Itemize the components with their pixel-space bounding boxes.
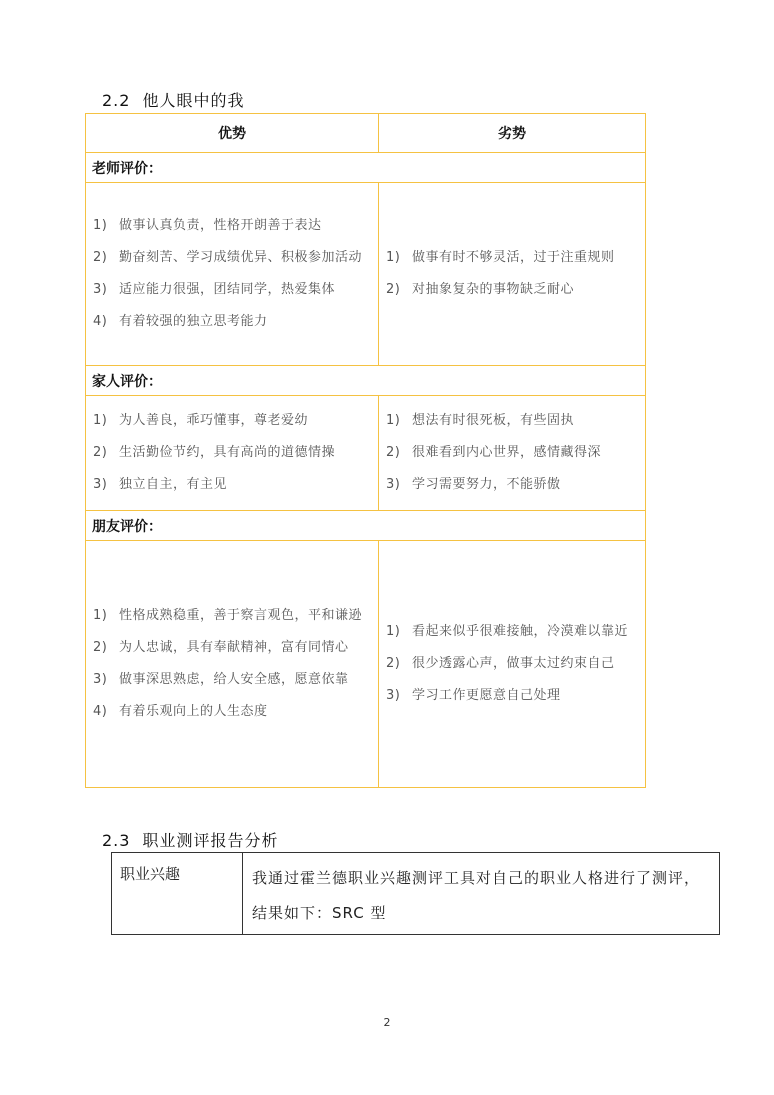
item-number: 1)	[386, 250, 401, 265]
item-text: 对抽象复杂的事物缺乏耐心	[412, 282, 575, 297]
list-item	[93, 469, 372, 501]
section-number: 2.2	[102, 91, 131, 110]
item-number: 1)	[386, 413, 401, 428]
friends-disadvantages	[379, 541, 646, 788]
list-item	[93, 306, 372, 338]
list-item	[386, 437, 639, 469]
list-item	[93, 274, 372, 306]
list-item	[93, 210, 372, 242]
section-number: 2.3	[102, 831, 131, 850]
career-row	[112, 853, 720, 935]
item-number: 1)	[93, 218, 108, 233]
teacher-disadvantages	[379, 183, 646, 366]
item-text: 为人忠诚，具有奉献精神，富有同情心	[119, 640, 349, 655]
list-item	[386, 648, 639, 680]
family-eval-label: 家人评价：	[86, 366, 646, 396]
teacher-advantages	[86, 183, 379, 366]
list-item	[386, 680, 639, 712]
item-number: 3)	[93, 672, 108, 687]
item-number: 2)	[93, 250, 108, 265]
section-heading-others-view	[102, 88, 244, 111]
item-text: 学习需要努力，不能骄傲	[412, 477, 561, 492]
career-table	[111, 852, 720, 935]
family-eval-row	[86, 396, 646, 511]
item-text: 性格成熟稳重，善于察言观色，平和谦逊	[119, 608, 363, 623]
list-item	[386, 469, 639, 501]
header-row	[86, 114, 646, 153]
teacher-eval-row	[86, 183, 646, 366]
item-number: 1)	[93, 413, 108, 428]
item-number: 2)	[93, 445, 108, 460]
item-number: 3)	[93, 282, 108, 297]
item-text: 做事深思熟虑，给人安全感，愿意依靠	[119, 672, 349, 687]
item-text: 做事有时不够灵活，过于注重规则	[412, 250, 615, 265]
family-advantages	[86, 396, 379, 511]
list-item	[93, 405, 372, 437]
header-disadvantages: 劣势	[379, 114, 646, 153]
item-number: 4)	[93, 704, 108, 719]
list-item	[93, 632, 372, 664]
friends-eval-row	[86, 541, 646, 788]
page-number: 2	[383, 1016, 391, 1029]
item-number: 2)	[386, 282, 401, 297]
item-text: 勤奋刻苦、学习成绩优异、积极参加活动	[119, 250, 363, 265]
item-number: 1)	[93, 608, 108, 623]
item-text: 学习工作更愿意自己处理	[412, 688, 561, 703]
list-item	[386, 242, 639, 274]
item-text: 看起来似乎很难接触，冷漠难以靠近	[412, 624, 629, 639]
item-text: 做事认真负责，性格开朗善于表达	[119, 218, 322, 233]
header-advantages: 优势	[86, 114, 379, 153]
list-item	[386, 274, 639, 306]
item-text: 有着乐观向上的人生态度	[119, 704, 268, 719]
evaluation-table	[85, 113, 646, 788]
section-title: 职业测评报告分析	[142, 831, 279, 850]
item-number: 3)	[386, 688, 401, 703]
item-text: 生活勤俭节约，具有高尚的道德情操	[119, 445, 336, 460]
list-item	[93, 664, 372, 696]
item-text: 为人善良，乖巧懂事，尊老爱幼	[119, 413, 309, 428]
item-number: 3)	[93, 477, 108, 492]
list-item	[93, 600, 372, 632]
section-title: 他人眼中的我	[142, 91, 245, 110]
career-key: 职业兴趣	[112, 853, 243, 935]
item-text: 很少透露心声，做事太过约束自己	[412, 656, 615, 671]
item-text: 适应能力很强，团结同学，热爱集体	[119, 282, 336, 297]
friends-eval-label: 朋友评价：	[86, 511, 646, 541]
teacher-eval-label: 老师评价：	[86, 153, 646, 183]
list-item	[386, 405, 639, 437]
list-item	[93, 696, 372, 728]
item-number: 4)	[93, 314, 108, 329]
item-number: 2)	[386, 656, 401, 671]
item-text: 有着较强的独立思考能力	[119, 314, 268, 329]
item-text: 独立自主，有主见	[119, 477, 228, 492]
item-text: 很难看到内心世界，感情藏得深	[412, 445, 602, 460]
item-number: 1)	[386, 624, 401, 639]
item-number: 3)	[386, 477, 401, 492]
item-number: 2)	[386, 445, 401, 460]
list-item	[386, 616, 639, 648]
friends-advantages	[86, 541, 379, 788]
section-heading-career-report	[102, 828, 278, 851]
item-number: 2)	[93, 640, 108, 655]
item-text: 想法有时很死板，有些固执	[412, 413, 575, 428]
career-value: 我通过霍兰德职业兴趣测评工具对自己的职业人格进行了测评，结果如下：SRC 型	[243, 853, 720, 935]
list-item	[93, 437, 372, 469]
family-disadvantages	[379, 396, 646, 511]
list-item	[93, 242, 372, 274]
